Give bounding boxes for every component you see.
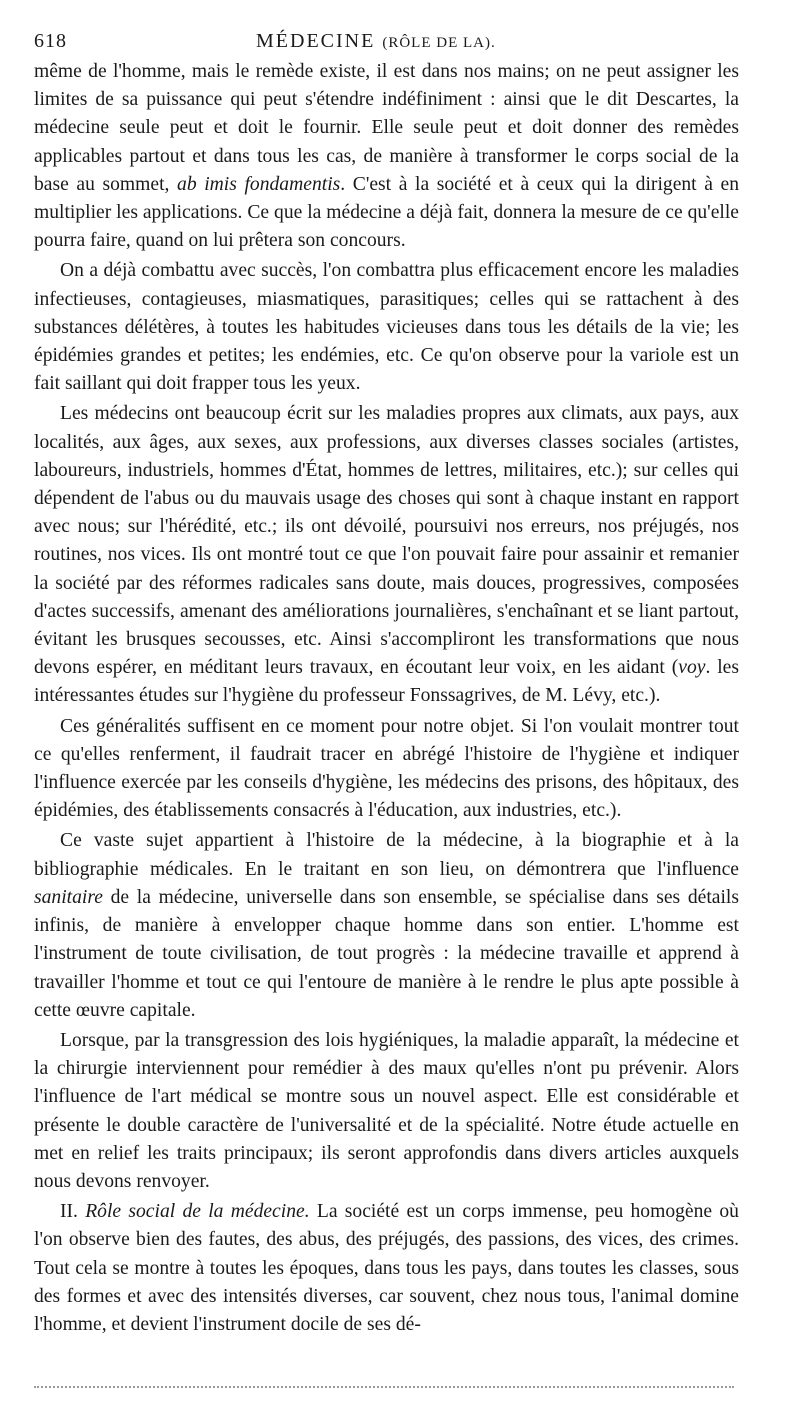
- paragraph: [34, 827, 739, 1024]
- paragraph: On a déjà combattu avec succès, l'on combattra plus efficacement encore les maladies infectieuses, contagieuses, miasmatiques, parasitiques; celles qui se rattachent à des substances délétères, à toutes les habitudes vicieuses dans tous les détails de la vie; les épidémies grandes et petites; les endémies, etc. Ce qu'on observe pour la variole est un fait saillant qui doit frapper tous les yeux.: [34, 260, 739, 395]
- running-title-subtitle: (RÔLE DE LA).: [382, 35, 496, 51]
- footer-rule: [34, 1386, 734, 1388]
- paragraph-text: . C'est à la société et à ceux qui la dirigent à en multiplier les applications. Ce que la médecine a déjà fait, donnera la mesure de ce qu'elle pourra faire, quand on lui prêtera son concours.: [34, 173, 739, 252]
- page: [34, 28, 739, 1339]
- running-title: [256, 30, 496, 53]
- paragraph-text: Les médecins ont beaucoup écrit sur les maladies propres aux climats, aux pays, aux localités, aux âges, aux sexes, aux professions, aux diverses classes sociales (artistes, laboureurs, industriels, hommes d'État, hommes de lettres, militaires, etc.); sur celles qui dépendent de l'abus ou du mauvais usage des choses qui sont à chaque instant en rapport avec nous; sur l'hérédité, etc.; ils ont dévoilé, poursuivi nos erreurs, nos préjugés, nos routines, nos vices. Ils ont montré tout ce que l'on pouvait faire pour assainir et remanier la société par des réformes radicales sans doute, mais douces, progressives, composées d'actes successifs, amenant des améliorations journalières, s'enchaînant et se liant partout, évitant les brusques secousses, etc. Ainsi s'accompliront les transformations que nous devons espérer, en méditant leurs travaux, en écoutant leur voix, en les aidant (: [34, 403, 739, 679]
- paragraph: Ces généralités suffisent en ce moment pour notre objet. Si l'on voulait montrer tout ce qu'elles renferment, il faudrait tracer en abrégé l'histoire de l'hygiène et indiquer l'influence exercée par les conseils d'hygiène, les médecins des prisons, des hôpitaux, des épidémies, des établissements consacrés à l'éducation, aux industries, etc.).: [34, 715, 739, 822]
- paragraph-text: . les intéressantes études sur l'hygiène du professeur Fonssagrives, de M. Lévy, etc.).: [34, 657, 740, 707]
- paragraph-text: de la médecine, universelle dans son ensemble, se spécialise dans ses détails infinis, de manière à envelopper chaque homme dans son entier. L'homme est l'instrument de toute civilisation, de tout progrès : la médecine travaille et apprend à travailler l'homme et tout ce qui l'entoure de manière à le rendre le plus apte possible à cette œuvre capitale.: [34, 886, 739, 1021]
- running-title-main: MÉDECINE: [256, 30, 376, 52]
- section-heading: Rôle social de la médecine.: [85, 1201, 310, 1223]
- paragraph: [34, 400, 739, 710]
- section-paragraph: [34, 1198, 739, 1339]
- paragraph-text: La société est un corps immense, peu homogène où l'on observe bien des fautes, des abus, des préjugés, des passions, des vices, des crimes. Tout cela se montre à toutes les époques, dans tous les pays, dans toutes les classes, sous des formes et avec des intensités diverses, car souvent, chez nous tous, l'animal domine l'homme, et devient l'instrument docile de ses dé-: [34, 1201, 739, 1335]
- paragraph: Lorsque, par la transgression des lois hygiéniques, la maladie apparaît, la médecine et la chirurgie interviennent pour remédier à des maux qu'elles n'ont pu prévenir. Alors l'influence de l'art médical se montre sous un nouvel aspect. Elle est considérable et présente le double caractère de l'universalité et de la spécialité. Notre étude actuelle en met en relief les traits principaux; ils seront approfondis dans divers articles auxquels nous devons renvoyer.: [34, 1029, 739, 1192]
- paragraph-text: même de l'homme, mais le remède existe, il est dans nos mains; on ne peut assigner les limites de sa puissance qui peut s'étendre indéfiniment : ainsi que le dit Descartes, la médecine seule peut et doit le fournir. Elle seule peut et doit donner des remèdes applicables partout et dans tous les cas, de manière à transformer le corps social de la base au sommet,: [34, 61, 739, 195]
- page-header: [34, 28, 739, 58]
- page-number: 618: [34, 30, 67, 52]
- paragraph-continuation: [34, 58, 739, 255]
- italic-abbreviation: voy: [678, 657, 706, 679]
- paragraph-text: Ce vaste sujet appartient à l'histoire de la médecine, à la biographie et à la bibliographie médicales. En le traitant en son lieu, on démontrera que l'influence: [34, 830, 739, 880]
- body-text: [34, 58, 739, 1339]
- italic-phrase: ab imis fondamentis: [177, 173, 341, 195]
- italic-word: sanitaire: [34, 886, 103, 908]
- section-number: II.: [60, 1201, 86, 1223]
